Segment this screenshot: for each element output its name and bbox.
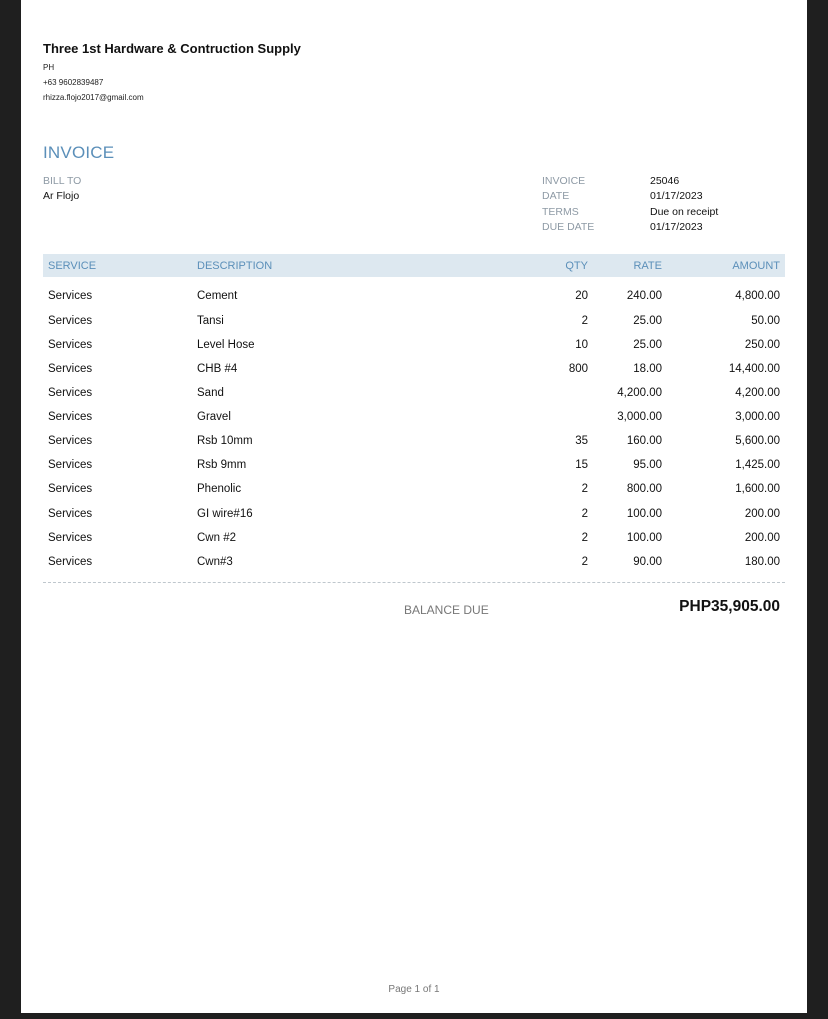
- table-row: [43, 434, 785, 458]
- cell-qty: 20: [575, 290, 588, 302]
- header-service: SERVICE: [48, 260, 97, 272]
- cell-amount: 200.00: [744, 532, 780, 544]
- cell-rate: 240.00: [626, 290, 662, 302]
- cell-qty: 10: [575, 339, 588, 351]
- table-row: [43, 386, 785, 410]
- cell-service: Services: [48, 363, 93, 375]
- balance-due-amount: PHP35,905.00: [679, 598, 780, 615]
- table-row: [43, 507, 785, 531]
- cell-amount: 3,000.00: [735, 411, 780, 423]
- cell-service: Services: [48, 387, 93, 399]
- invoice-number-label: INVOICE: [542, 175, 586, 187]
- cell-amount: 5,600.00: [735, 435, 780, 447]
- cell-amount: 200.00: [744, 508, 780, 520]
- cell-amount: 1,600.00: [735, 483, 780, 495]
- due-date-value: 01/17/2023: [650, 221, 703, 233]
- cell-qty: 35: [575, 435, 588, 447]
- cell-qty: 2: [581, 508, 588, 520]
- table-row: [43, 314, 785, 338]
- cell-amount: 50.00: [751, 315, 780, 327]
- invoice-title: INVOICE: [43, 143, 115, 162]
- company-country: PH: [43, 63, 55, 72]
- cell-service: Services: [48, 315, 93, 327]
- table-row: [43, 362, 785, 386]
- cell-service: Services: [48, 411, 93, 423]
- table-row: [43, 555, 785, 579]
- cell-rate: 100.00: [626, 532, 662, 544]
- cell-service: Services: [48, 339, 93, 351]
- table-row: [43, 458, 785, 482]
- cell-description: GI wire#16: [197, 508, 253, 520]
- cell-rate: 160.00: [626, 435, 662, 447]
- cell-service: Services: [48, 483, 93, 495]
- invoice-page: [21, 0, 807, 1013]
- header-qty: QTY: [565, 260, 588, 272]
- cell-description: Rsb 10mm: [197, 435, 253, 447]
- cell-rate: 3,000.00: [617, 411, 662, 423]
- cell-description: Phenolic: [197, 483, 242, 495]
- invoice-number-value: 25046: [650, 175, 680, 187]
- cell-amount: 1,425.00: [735, 459, 780, 471]
- table-row: [43, 289, 785, 313]
- cell-rate: 18.00: [633, 363, 662, 375]
- header-rate: RATE: [633, 260, 662, 272]
- cell-service: Services: [48, 435, 93, 447]
- cell-rate: 90.00: [633, 556, 662, 568]
- cell-description: Level Hose: [197, 339, 255, 351]
- cell-service: Services: [48, 532, 93, 544]
- table-row: [43, 482, 785, 506]
- cell-qty: 2: [581, 315, 588, 327]
- cell-rate: 100.00: [626, 508, 662, 520]
- header-amount: AMOUNT: [732, 260, 780, 272]
- cell-service: Services: [48, 290, 93, 302]
- cell-description: CHB #4: [197, 363, 238, 375]
- date-value: 01/17/2023: [650, 190, 703, 202]
- cell-amount: 250.00: [744, 339, 780, 351]
- cell-service: Services: [48, 459, 93, 471]
- bill-to-name: Ar Flojo: [43, 190, 80, 202]
- cell-description: Cement: [197, 290, 238, 302]
- terms-label: TERMS: [542, 206, 579, 218]
- cell-rate: 800.00: [626, 483, 662, 495]
- cell-amount: 180.00: [744, 556, 780, 568]
- cell-qty: 800: [568, 363, 588, 375]
- cell-description: Cwn#3: [197, 556, 233, 568]
- cell-service: Services: [48, 508, 93, 520]
- terms-value: Due on receipt: [650, 206, 719, 218]
- cell-description: Gravel: [197, 411, 231, 423]
- cell-description: Sand: [197, 387, 224, 399]
- balance-due-label: BALANCE DUE: [404, 603, 489, 617]
- bill-to-label: BILL TO: [43, 175, 82, 187]
- header-description: DESCRIPTION: [197, 260, 273, 272]
- cell-description: Cwn #2: [197, 532, 236, 544]
- company-email: rhizza.flojo2017@gmail.com: [43, 93, 144, 102]
- cell-qty: 2: [581, 532, 588, 544]
- cell-description: Tansi: [197, 315, 224, 327]
- company-phone: +63 9602839487: [43, 78, 104, 87]
- cell-amount: 4,800.00: [735, 290, 780, 302]
- table-row: [43, 531, 785, 555]
- company-name: Three 1st Hardware & Contruction Supply: [43, 41, 301, 56]
- table-row: [43, 410, 785, 434]
- cell-rate: 25.00: [633, 339, 662, 351]
- table-header: [43, 254, 785, 277]
- page-footer: Page 1 of 1: [388, 984, 440, 995]
- cell-qty: 2: [581, 483, 588, 495]
- table-row: [43, 338, 785, 362]
- cell-rate: 95.00: [633, 459, 662, 471]
- cell-amount: 14,400.00: [728, 363, 780, 375]
- cell-amount: 4,200.00: [735, 387, 780, 399]
- cell-rate: 4,200.00: [617, 387, 662, 399]
- cell-qty: 2: [581, 556, 588, 568]
- cell-description: Rsb 9mm: [197, 459, 247, 471]
- cell-rate: 25.00: [633, 315, 662, 327]
- due-date-label: DUE DATE: [542, 221, 595, 233]
- cell-qty: 15: [575, 459, 588, 471]
- date-label: DATE: [542, 190, 570, 202]
- cell-service: Services: [48, 556, 93, 568]
- dashed-divider: [43, 582, 785, 583]
